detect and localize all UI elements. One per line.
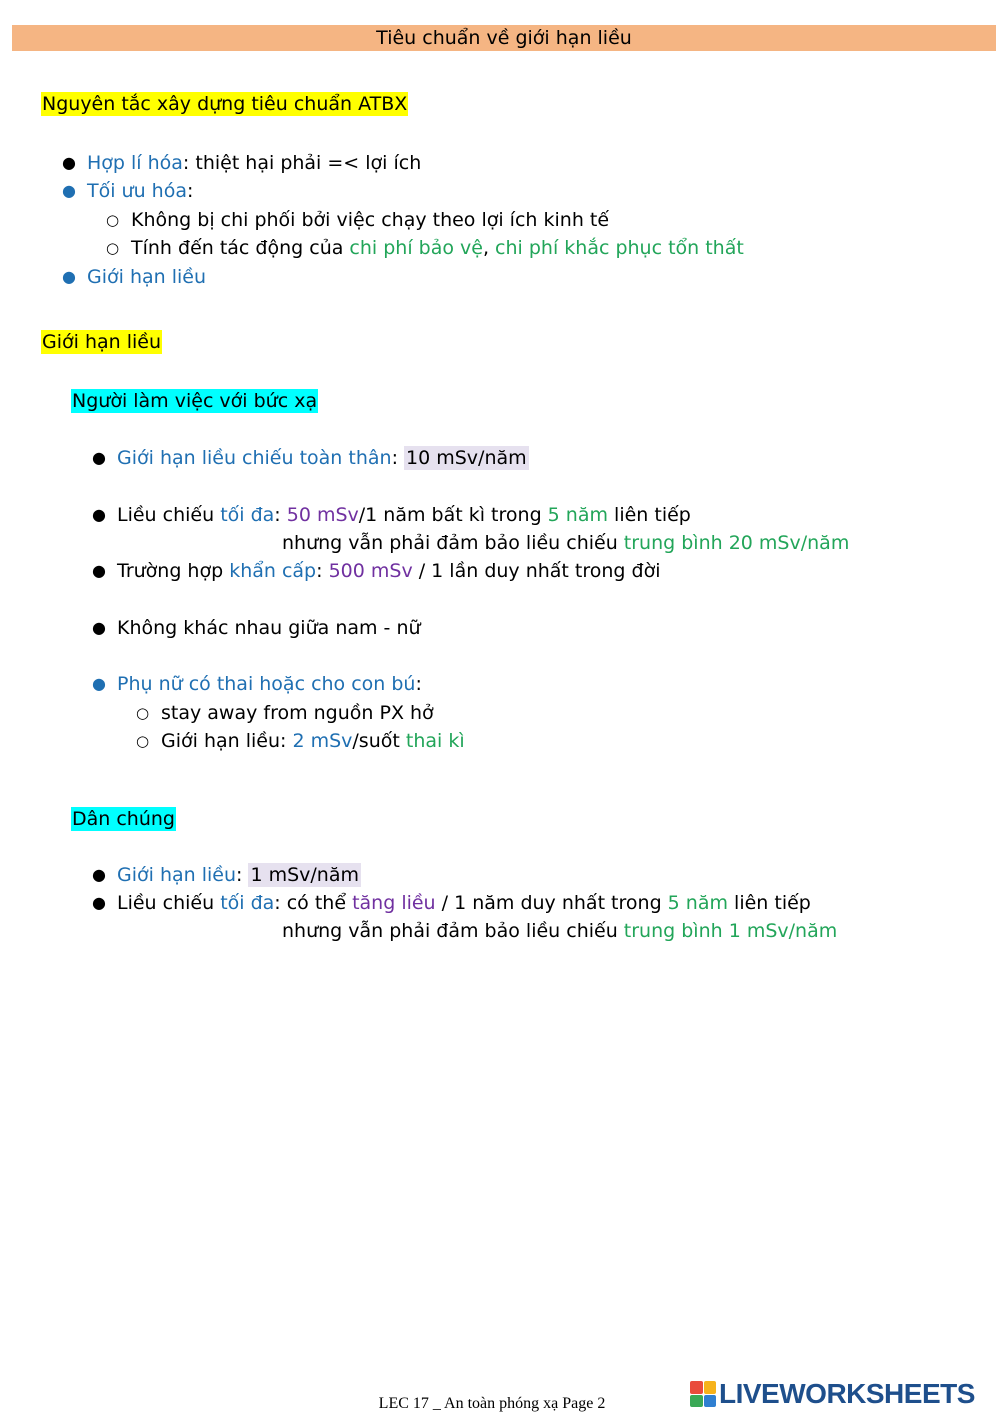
liveworksheets-logo-icon [690, 1381, 716, 1407]
list-item-rationalization: Hợp lí hóa: thiệt hại phải =< lợi ích [87, 152, 422, 174]
bullet-disc: ● [62, 267, 76, 286]
pregnant-dose-limit: Giới hạn liều: 2 mSv/suốt thai kì [161, 730, 465, 752]
liveworksheets-logo-text: LIVEWORKSHEETS [719, 1378, 975, 1409]
bullet-circle: ○ [106, 211, 120, 229]
bullet-disc: ● [92, 448, 106, 467]
liveworksheets-logo[interactable] [690, 1378, 975, 1410]
page-title: Tiêu chuẩn về giới hạn liều [376, 27, 632, 49]
bullet-disc: ● [62, 153, 76, 172]
bullet-circle: ○ [106, 239, 120, 257]
bullet-disc: ● [62, 181, 76, 200]
bullet-disc: ● [92, 505, 106, 524]
public-max-dose: Liều chiếu tối đa: có thể tăng liều / 1 năm duy nhất trong 5 năm liên tiếp [117, 892, 811, 914]
pregnant-stay-away: stay away from nguồn PX hở [161, 702, 434, 724]
bullet-disc: ● [92, 674, 106, 693]
workers-emergency: Trường hợp khẩn cấp: 500 mSv / 1 lần duy nhất trong đời [117, 560, 661, 582]
section-heading-dose-limits: Giới hạn liều [42, 331, 162, 353]
sub-item-costs: Tính đến tác động của chi phí bảo vệ, chi phí khắc phục tổn thất [131, 237, 744, 259]
list-item-dose-limit: Giới hạn liều [87, 266, 207, 288]
subheading-radiation-workers: Người làm việc với bức xạ [72, 390, 318, 412]
workers-no-gender-difference: Không khác nhau giữa nam - nữ [117, 617, 421, 639]
bullet-disc: ● [92, 561, 106, 580]
workers-whole-body-limit: Giới hạn liều chiếu toàn thân: 10 mSv/năm [117, 447, 527, 469]
workers-max-dose: Liều chiếu tối đa: 50 mSv/1 năm bất kì trong 5 năm liên tiếp [117, 504, 691, 526]
workers-pregnant-women: Phụ nữ có thai hoặc cho con bú: [117, 673, 422, 695]
bullet-circle: ○ [136, 732, 150, 750]
public-dose-limit: Giới hạn liều: 1 mSv/năm [117, 864, 360, 886]
public-max-dose-continuation: nhưng vẫn phải đảm bảo liều chiếu trung bình 1 mSv/năm [282, 920, 838, 942]
page-title-bar [12, 25, 996, 51]
page-footer: LEC 17 _ An toàn phóng xạ Page 2 [378, 1395, 606, 1412]
section-heading-principles: Nguyên tắc xây dựng tiêu chuẩn ATBX [42, 93, 408, 115]
list-item-optimization: Tối ưu hóa: [87, 180, 194, 202]
bullet-disc: ● [92, 865, 106, 884]
bullet-disc: ● [92, 618, 106, 637]
sub-item-economic: Không bị chi phối bởi việc chạy theo lợi ích kinh tế [131, 209, 610, 231]
bullet-disc: ● [92, 893, 106, 912]
subheading-public: Dân chúng [72, 808, 175, 830]
workers-max-dose-continuation: nhưng vẫn phải đảm bảo liều chiếu trung bình 20 mSv/năm [282, 532, 850, 554]
bullet-circle: ○ [136, 704, 150, 722]
